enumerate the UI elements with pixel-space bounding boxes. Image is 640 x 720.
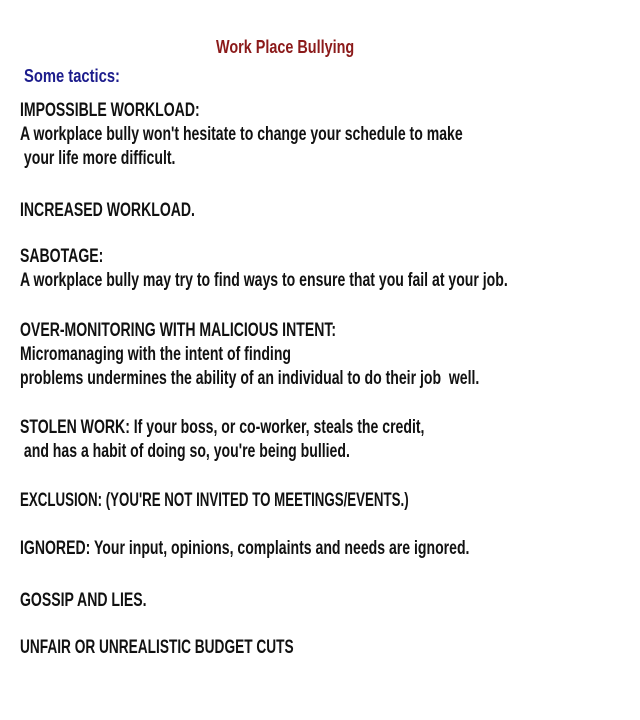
tactic-heading-impossible-workload: IMPOSSIBLE WORKLOAD: — [20, 100, 200, 121]
tactic-text-line: A workplace bully may try to find ways to ensure that you fail at your job. — [20, 270, 508, 291]
tactic-heading-gossip: GOSSIP AND LIES. — [20, 590, 147, 611]
tactic-heading-exclusion: EXCLUSION: (YOU'RE NOT INVITED TO MEETINGS/EVENTS.) — [20, 490, 409, 511]
page-title: Work Place Bullying — [216, 37, 355, 57]
tactic-heading-ignored: IGNORED: Your input, opinions, complaints and needs are ignored. — [20, 538, 470, 559]
tactic-text-line: and has a habit of doing so, you're being bullied. — [20, 441, 350, 462]
tactic-heading-budget-cuts: UNFAIR OR UNREALISTIC BUDGET CUTS — [20, 637, 294, 658]
tactic-text-line: A workplace bully won't hesitate to change your schedule to make — [20, 124, 463, 145]
tactic-text-line: problems undermines the ability of an individual to do their job well. — [20, 368, 480, 389]
tactic-text-line: your life more difficult. — [20, 148, 176, 169]
tactic-heading-stolen-work: STOLEN WORK: If your boss, or co-worker, steals the credit, — [20, 417, 425, 438]
tactic-heading-increased-workload: INCREASED WORKLOAD. — [20, 200, 195, 221]
tactic-heading-over-monitoring: OVER-MONITORING WITH MALICIOUS INTENT: — [20, 320, 337, 341]
tactic-text-line: Micromanaging with the intent of finding — [20, 344, 292, 365]
subtitle: Some tactics: — [24, 66, 120, 86]
tactic-heading-sabotage: SABOTAGE: — [20, 246, 104, 267]
